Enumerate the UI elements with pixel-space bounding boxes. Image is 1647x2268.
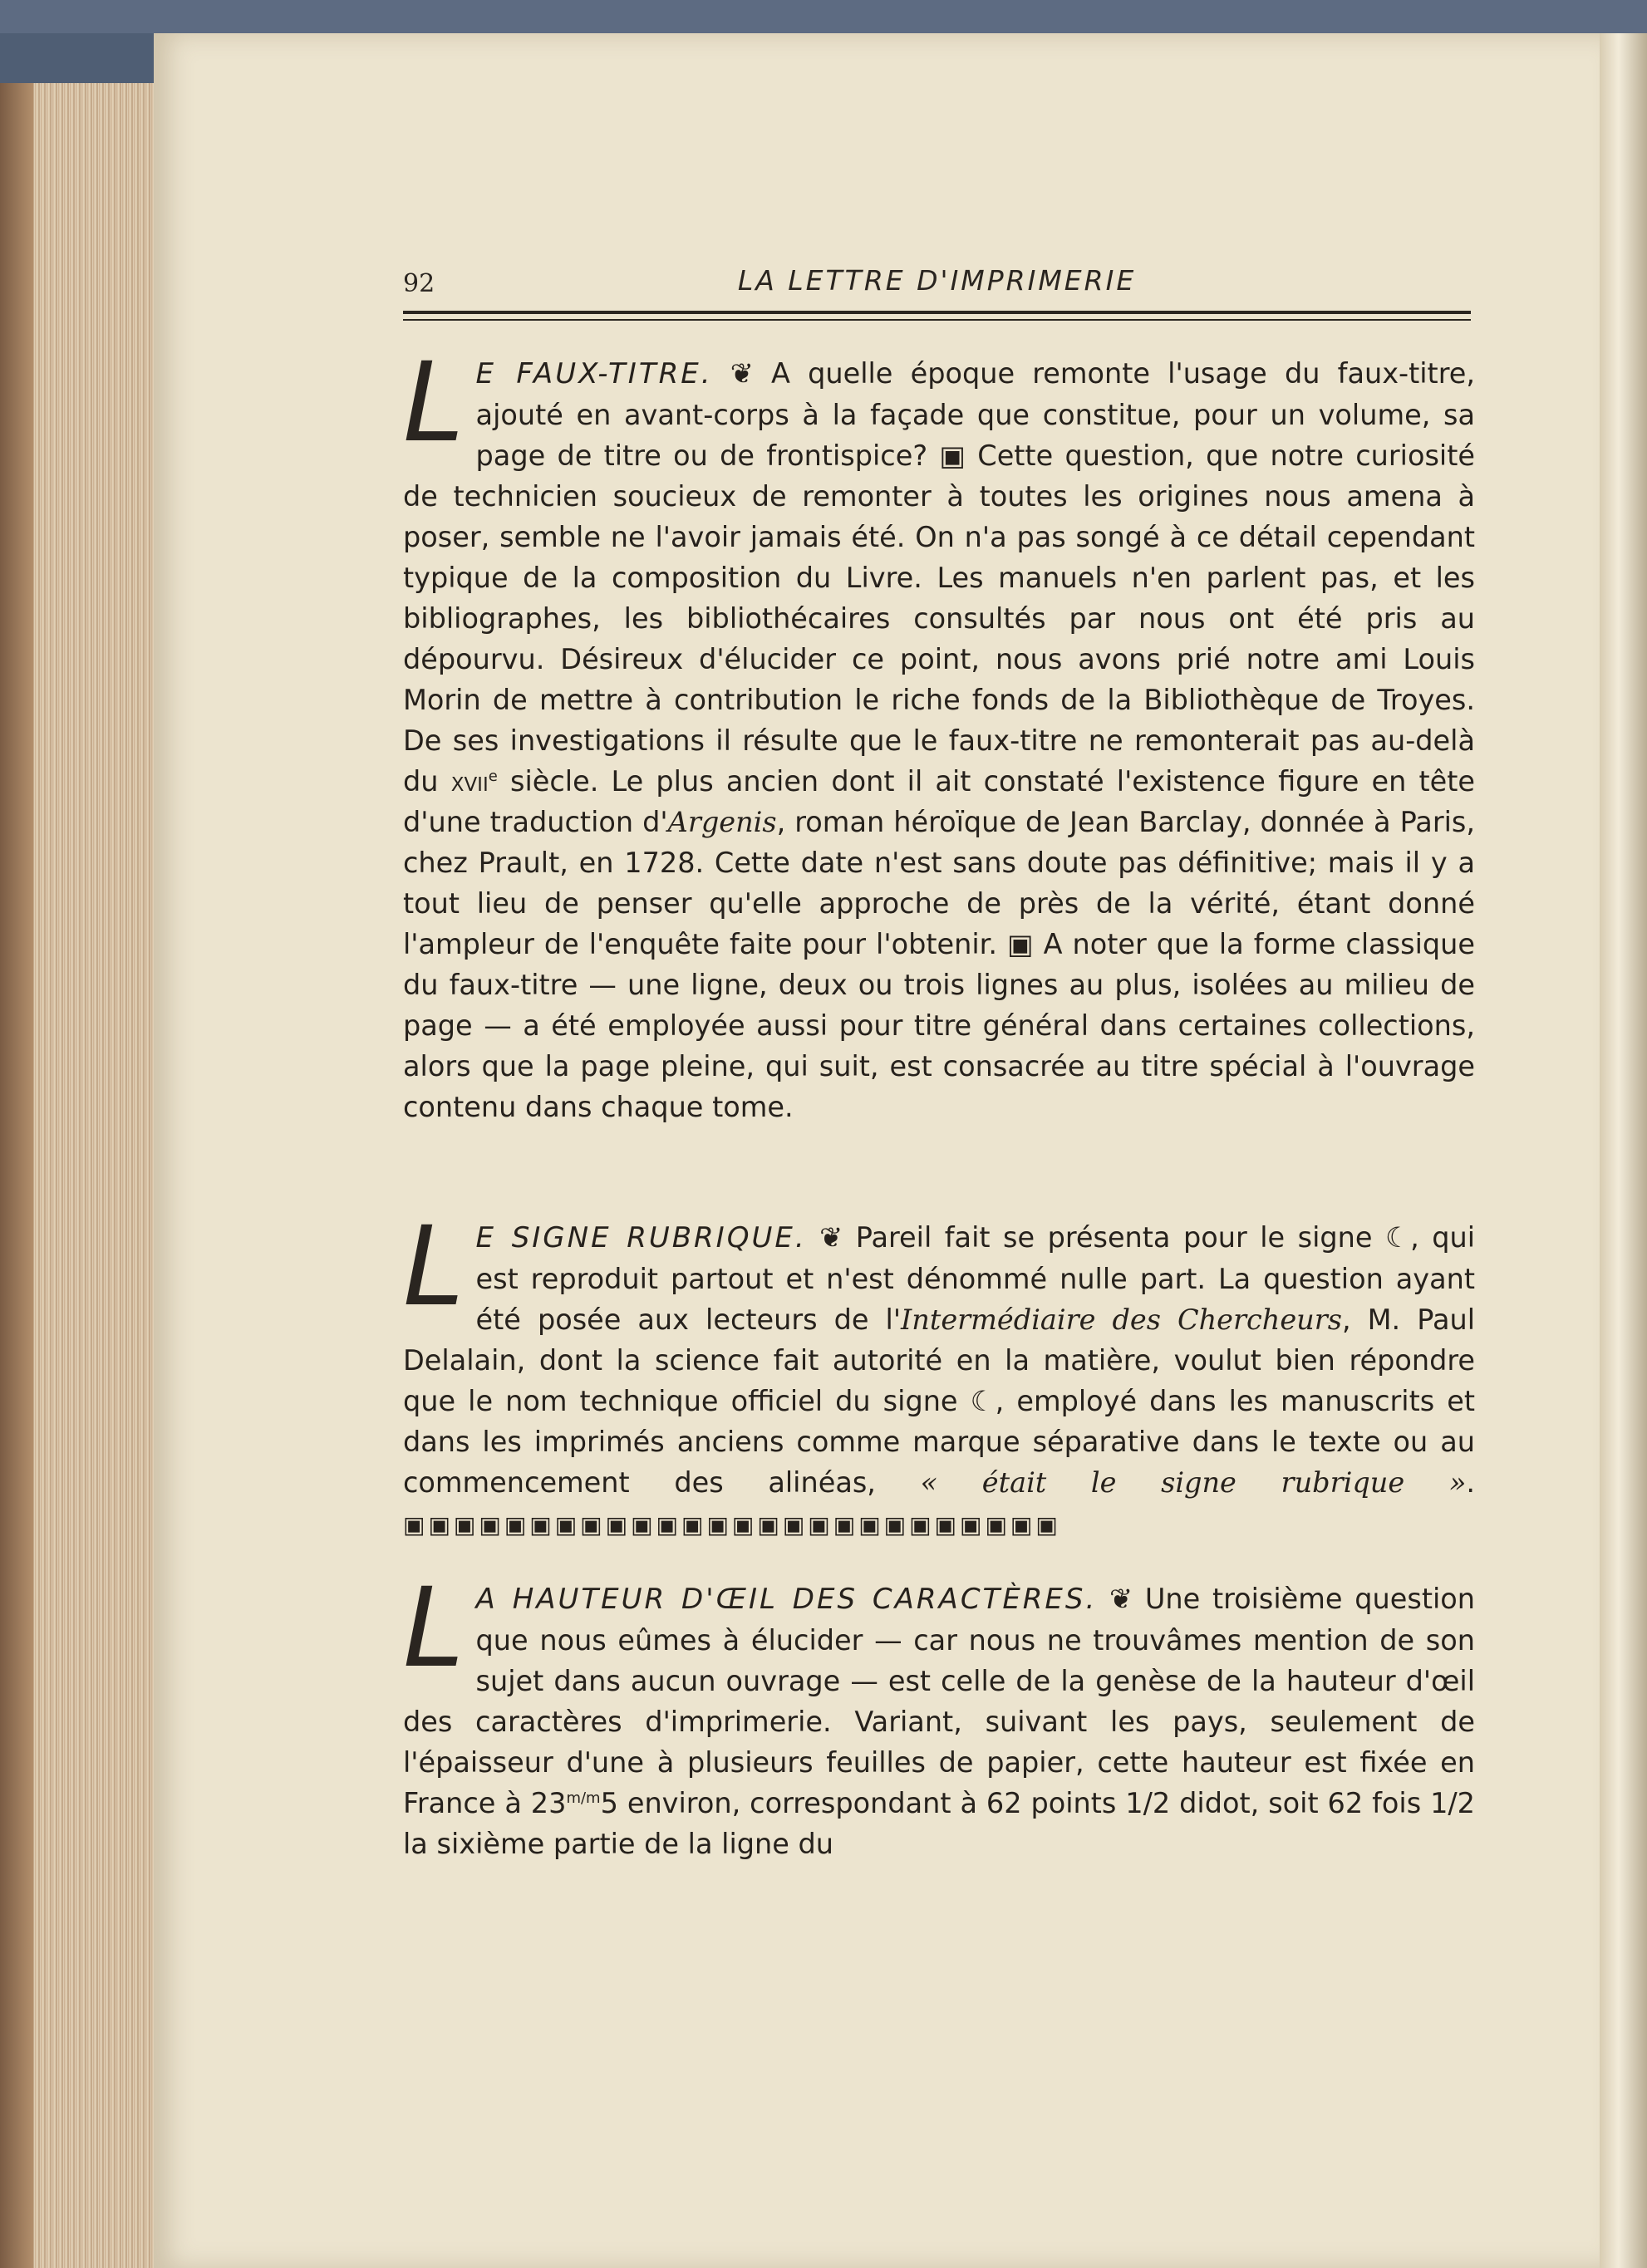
header-rule-thick bbox=[403, 311, 1471, 314]
italic-title: Intermédiaire des Chercheurs bbox=[901, 1303, 1342, 1336]
section-heading: A HAUTEUR D'ŒIL DES CARACTÈRES. bbox=[475, 1583, 1098, 1616]
running-title: LA LETTRE D'IMPRIMERIE bbox=[737, 264, 1137, 297]
spine-shadow bbox=[0, 83, 33, 2268]
section-signe-rubrique bbox=[403, 1203, 1476, 1545]
running-head bbox=[403, 264, 1471, 306]
fleuron-icon: ❦ bbox=[1109, 1583, 1133, 1615]
section-hauteur-oeil bbox=[403, 1564, 1475, 1864]
italic-title: Argenis bbox=[667, 806, 777, 838]
section-paragraph: E FAUX-TITRE. ❦ A quelle époque remonte l'usage du faux-titre, ajouté en avant-corps à la façade que constitue, pour un volume, sa page de titre ou de frontispice? ▣ Cette question, que notre curiosité de technicien soucieux de remonter à toutes les origines nous amena à poser, semble ne l'avoir jamais été. On n'a pas songé à ce détail cependant typique de la composition du Livre. Les manuels n'en parlent pas, et les bibliographes, les bibliothécaires consultés par nous ont été pris au dépourvu. Désireux d'élucider ce point, nous avons prié notre ami Louis Morin de mettre à contribution le riche fonds de la Bibliothèque de Troyes. De ses investigations il résulte que le faux-titre ne remonterait pas au-delà du xvii$^e$ siècle. Le plus ancien dont il ait constaté l'existence figure en tête d'une traduction d'Argenis, roman héroïque de Jean Barclay, donnée à Paris, chez Prault, en 1728. Cette date n'est sans doute pas définitive; mais il y a tout lieu de penser qu'elle approche de près de la vérité, étant donné l'ampleur de l'enquête faite pour l'obtenir. ▣ A noter que la forme classique du faux-titre — une ligne, deux ou trois lignes au plus, isolées au milieu de page — a été employée aussi pour titre général dans certaines collections, alors que la page pleine, qui suit, est consacrée au titre spécial à l'ouvrage contenu dans chaque tome. bbox=[403, 357, 1476, 1123]
header-rule-thin bbox=[403, 319, 1471, 321]
pilcrow-icon: ▣ bbox=[939, 439, 966, 472]
book-cover-top bbox=[0, 0, 1647, 33]
section-paragraph: A HAUTEUR D'ŒIL DES CARACTÈRES. ❦ Une troisième question que nous eûmes à élucider — car nous ne trouvâmes mention de son sujet dans aucun ouvrage — est celle de la genèse de la hauteur d'œil des caractères d'imprimerie. Variant, suivant les pays, seulement de l'épaisseur d'une à plusieurs feuilles de papier, cette hauteur est fixée en France à $23^{m/m}5$ environ, correspondant à 62 points 1/2 didot, soit 62 fois 1/2 la sixième partie de la ligne du bbox=[403, 1583, 1475, 1860]
pilcrow-icon: ▣ bbox=[1006, 928, 1034, 960]
page-number: 92 bbox=[403, 269, 435, 298]
right-page-gutter bbox=[1600, 33, 1647, 2268]
unit-superscript: m/m bbox=[566, 1789, 601, 1807]
drop-cap: L bbox=[403, 1203, 465, 1331]
section-paragraph: E SIGNE RUBRIQUE. ❦ Pareil fait se présenta pour le signe ☾, qui est reproduit partout et n'est dénommé nulle part. La question ayant été posée aux lecteurs de l'Intermédiaire des Chercheurs, M. Paul Delalain, dont la science fait autorité en la matière, voulut bien répondre que le nom technique officiel du signe ☾, employé dans les manuscrits et dans les imprimés anciens comme marque séparative dans le texte ou au commencement des alinéas, « était le signe rubrique ». ▣▣▣▣▣▣▣▣▣▣▣▣▣▣▣▣▣▣▣▣▣▣▣▣▣▣ bbox=[403, 1221, 1476, 1539]
century-numeral: xvii bbox=[450, 765, 489, 798]
italic-quote: « était le signe rubrique » bbox=[920, 1466, 1467, 1499]
fleuron-icon: ❦ bbox=[730, 357, 754, 390]
rubric-sign-icon: ☾ bbox=[970, 1385, 996, 1417]
fleuron-icon: ❦ bbox=[819, 1221, 843, 1254]
drop-cap: L bbox=[403, 339, 465, 467]
section-heading: E FAUX-TITRE. bbox=[475, 357, 713, 390]
drop-cap: L bbox=[403, 1564, 465, 1692]
rubric-sign-icon: ☾ bbox=[1385, 1221, 1411, 1254]
section-faux-titre bbox=[403, 339, 1476, 1127]
line-fill-ornament: ▣▣▣▣▣▣▣▣▣▣▣▣▣▣▣▣▣▣▣▣▣▣▣▣▣▣ bbox=[403, 1511, 1061, 1539]
section-heading: E SIGNE RUBRIQUE. bbox=[475, 1221, 807, 1254]
